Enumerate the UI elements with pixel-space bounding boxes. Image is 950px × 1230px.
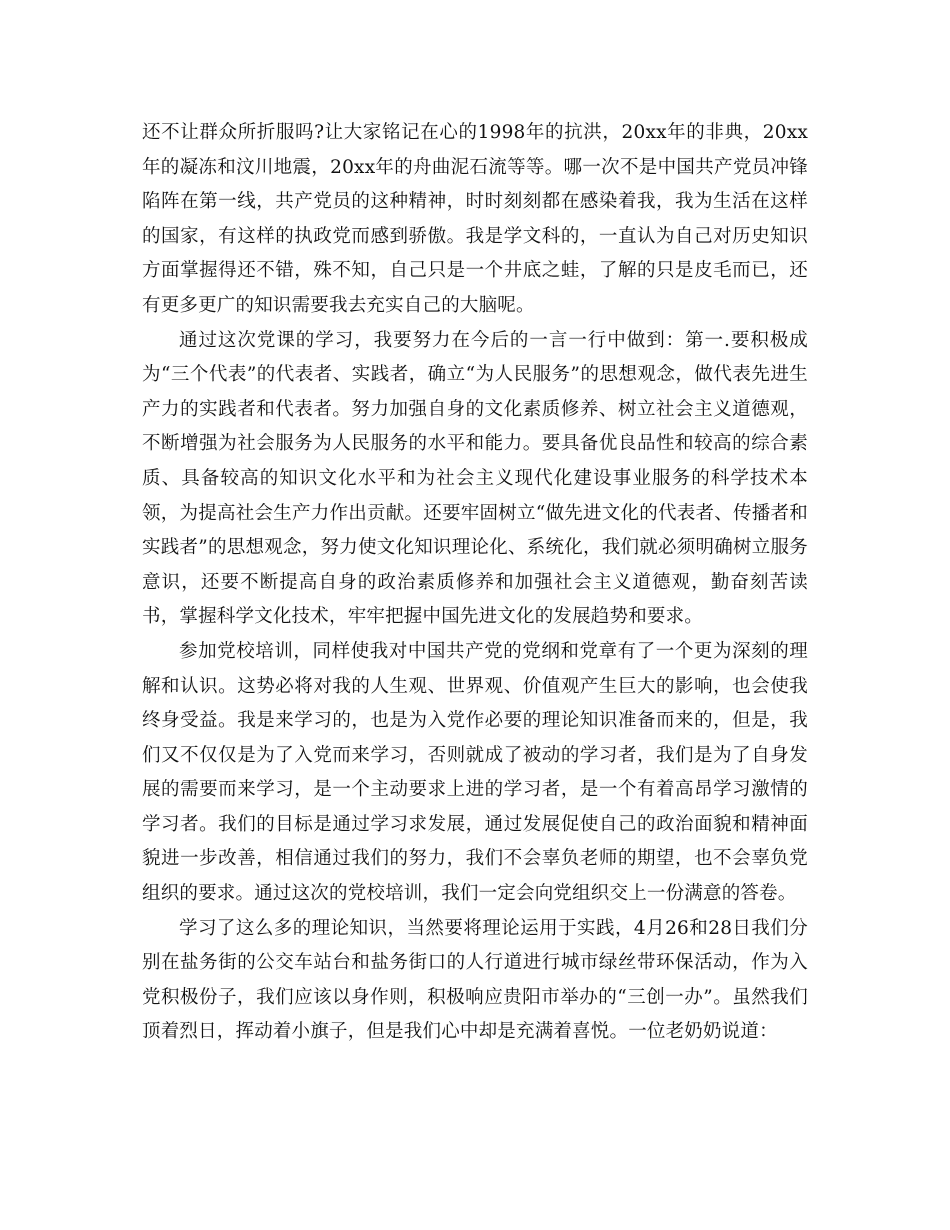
document-body — [142, 116, 808, 1050]
paragraph-3: 参加党校培训，同样使我对中国共产党的党纲和党章有了一个更为深刻的理解和认识。这势必将对我的人生观、世界观、价值观产生巨大的影响，也会使我终身受益。我是来学习的，也是为入党作必要的理论知识准备而来的，但是，我们又不仅仅是为了入党而来学习，否则就成了被动的学习者，我们是为了自身发展的需要而来学习，是一个主动要求上进的学习者，是一个有着高昂学习激情的学习者。我们的目标是通过学习求发展，通过发展促使自己的政治面貌和精神面貌进一步改善，相信通过我们的努力，我们不会辜负老师的期望，也不会辜负党组织的要求。通过这次的党校培训，我们一定会向党组织交上一份满意的答卷。 — [142, 640, 808, 905]
paragraph-2: 通过这次党课的学习，我要努力在今后的一言一行中做到：第一.要积极成为“三个代表”的代表者、实践者，确立“为人民服务”的思想观念，做代表先进生产力的实践者和代表者。努力加强自身的文化素质修养、树立社会主义道德观，不断增强为社会服务为人民服务的水平和能力。要具备优良品性和较高的综合素质、具备较高的知识文化水平和为社会主义现代化建设事业服务的科学技术本领，为提高社会生产力作出贡献。还要牢固树立“做先进文化的代表者、传播者和实践者”的思想观念，努力使文化知识理论化、系统化，我们就必须明确树立服务意识，还要不断提高自身的政治素质修养和加强社会主义道德观，勤奋刻苦读书，掌握科学文化技术，牢牢把握中国先进文化的发展趋势和要求。 — [142, 329, 808, 628]
paragraph-4: 学习了这么多的理论知识，当然要将理论运用于实践，4月26和28日我们分别在盐务街的公交车站台和盐务街口的人行道进行城市绿丝带环保活动，作为入党积极份子，我们应该以身作则，积极响应贵阳市举办的“三创一办”。虽然我们顶着烈日，挥动着小旗子，但是我们心中却是充满着喜悦。一位老奶奶说道： — [142, 917, 808, 1043]
paragraph-1: 还不让群众所折服吗?让大家铭记在心的1998年的抗洪，20xx年的非典，20xx年的凝冻和汶川地震，20xx年的舟曲泥石流等等。哪一次不是中国共产党员冲锋陷阵在第一线，共产党员的这种精神，时时刻刻都在感染着我，我为生活在这样的国家，有这样的执政党而感到骄傲。我是学文科的，一直认为自己对历史知识方面掌握得还不错，殊不知，自己只是一个井底之蛙，了解的只是皮毛而已，还有更多更广的知识需要我去充实自己的大脑呢。 — [142, 122, 808, 316]
